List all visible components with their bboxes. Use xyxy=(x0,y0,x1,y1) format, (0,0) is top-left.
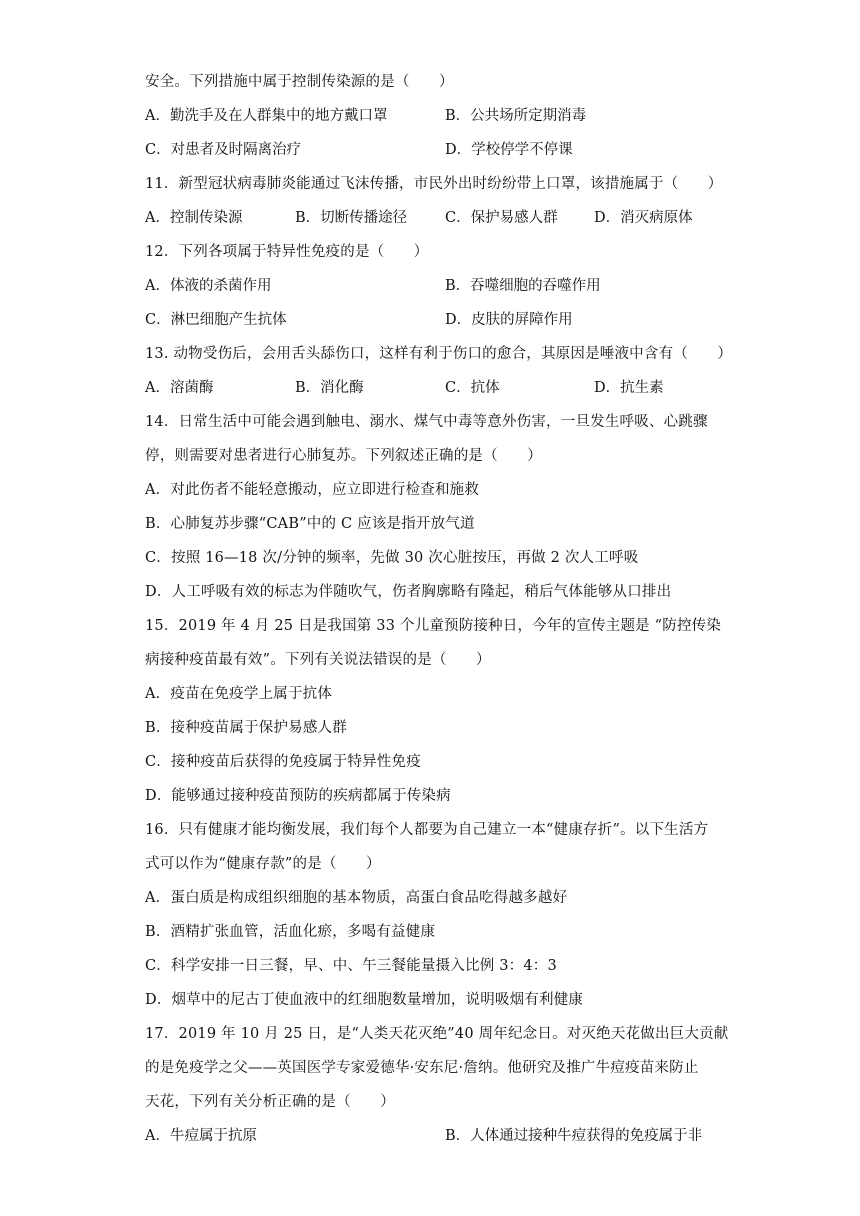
q13-option-c: C．抗体 xyxy=(445,380,500,396)
q10-option-d: D．学校停学不停课 xyxy=(445,142,573,158)
q17-stem-line3: 天花，下列有关分析正确的是（ ） xyxy=(145,1094,395,1110)
q11-stem: 11．新型冠状病毒肺炎能通过飞沫传播，市民外出时纷纷带上口罩，该措施属于（ ） xyxy=(145,176,723,192)
q17-stem-line1: 17．2019 年 10 月 25 日，是“人类天花灭绝”40 周年纪念日。对灭绝天花做出巨大贡献 xyxy=(145,1026,729,1042)
q14-stem-line1: 14．日常生活中可能会遇到触电、溺水、煤气中毒等意外伤害，一旦发生呼吸、心跳骤 xyxy=(145,414,708,430)
q16-option-a: A．蛋白质是构成组织细胞的基本物质，高蛋白食品吃得越多越好 xyxy=(145,890,568,906)
q10-option-b: B．公共场所定期消毒 xyxy=(445,108,587,124)
q15-stem-line2: 病接种疫苗最有效”。下列有关说法错误的是（ ） xyxy=(145,652,491,668)
q15-option-a: A．疫苗在免疫学上属于抗体 xyxy=(145,686,333,702)
q10-option-c: C．对患者及时隔离治疗 xyxy=(145,142,302,158)
q12-option-c: C．淋巴细胞产生抗体 xyxy=(145,312,287,328)
q17-stem-line2: 的是免疫学之父——英国医学专家爱德华·安东尼·詹纳。他研究及推广牛痘疫苗来防止 xyxy=(145,1060,699,1076)
q14-option-c: C．按照 16—18 次/分钟的频率，先做 30 次心脏按压，再做 2 次人工呼吸 xyxy=(145,550,639,566)
q15-stem-line1: 15．2019 年 4 月 25 日是我国第 33 个儿童预防接种日，今年的宣传主题是 “防控传染 xyxy=(145,618,722,634)
q10-option-a: A．勤洗手及在人群集中的地方戴口罩 xyxy=(145,108,388,124)
q13-option-a: A．溶菌酶 xyxy=(145,380,214,396)
q14-option-d: D．人工呼吸有效的标志为伴随吹气，伤者胸廓略有隆起，稍后气体能够从口排出 xyxy=(145,584,672,600)
q15-option-c: C．接种疫苗后获得的免疫属于特异性免疫 xyxy=(145,754,421,770)
q12-stem: 12．下列各项属于特异性免疫的是（ ） xyxy=(145,244,429,260)
q17-option-b: B．人体通过接种牛痘获得的免疫属于非 xyxy=(445,1128,703,1144)
q10-stem-tail: 安全。下列措施中属于控制传染源的是（ ） xyxy=(145,74,454,90)
q16-option-b: B．酒精扩张血管，活血化瘀，多喝有益健康 xyxy=(145,924,436,940)
q11-option-b: B．切断传播途径 xyxy=(295,210,408,226)
q14-stem-line2: 停，则需要对患者进行心肺复苏。下列叙述正确的是（ ） xyxy=(145,448,542,464)
q12-option-a: A．体液的杀菌作用 xyxy=(145,278,272,294)
q11-option-c: C．保护易感人群 xyxy=(445,210,558,226)
q14-option-b: B．心肺复苏步骤“CAB”中的 C 应该是指开放气道 xyxy=(145,516,475,532)
q13-option-d: D．抗生素 xyxy=(594,380,664,396)
q16-option-d: D．烟草中的尼古丁使血液中的红细胞数量增加，说明吸烟有利健康 xyxy=(145,992,584,1008)
q17-option-a: A．牛痘属于抗原 xyxy=(145,1128,257,1144)
q16-stem-line1: 16．只有健康才能均衡发展，我们每个人都要为自己建立一本“健康存折”。以下生活方 xyxy=(145,822,709,838)
q12-option-d: D．皮肤的屏障作用 xyxy=(445,312,573,328)
q11-option-d: D．消灭病原体 xyxy=(594,210,693,226)
q15-option-d: D．能够通过接种疫苗预防的疾病都属于传染病 xyxy=(145,788,451,804)
q15-option-b: B．接种疫苗属于保护易感人群 xyxy=(145,720,347,736)
q16-stem-line2: 式可以作为“健康存款”的是（ ） xyxy=(145,856,381,872)
q11-option-a: A．控制传染源 xyxy=(145,210,243,226)
q12-option-b: B．吞噬细胞的吞噬作用 xyxy=(445,278,601,294)
q13-stem: 13. 动物受伤后，会用舌头舔伤口，这样有利于伤口的愈合，其原因是唾液中含有（ ） xyxy=(145,346,733,362)
q14-option-a: A．对此伤者不能轻意搬动，应立即进行检查和施救 xyxy=(145,482,480,498)
q16-option-c: C．科学安排一日三餐，早、中、午三餐能量摄入比例 3：4：3 xyxy=(145,958,557,974)
q13-option-b: B．消化酶 xyxy=(295,380,364,396)
